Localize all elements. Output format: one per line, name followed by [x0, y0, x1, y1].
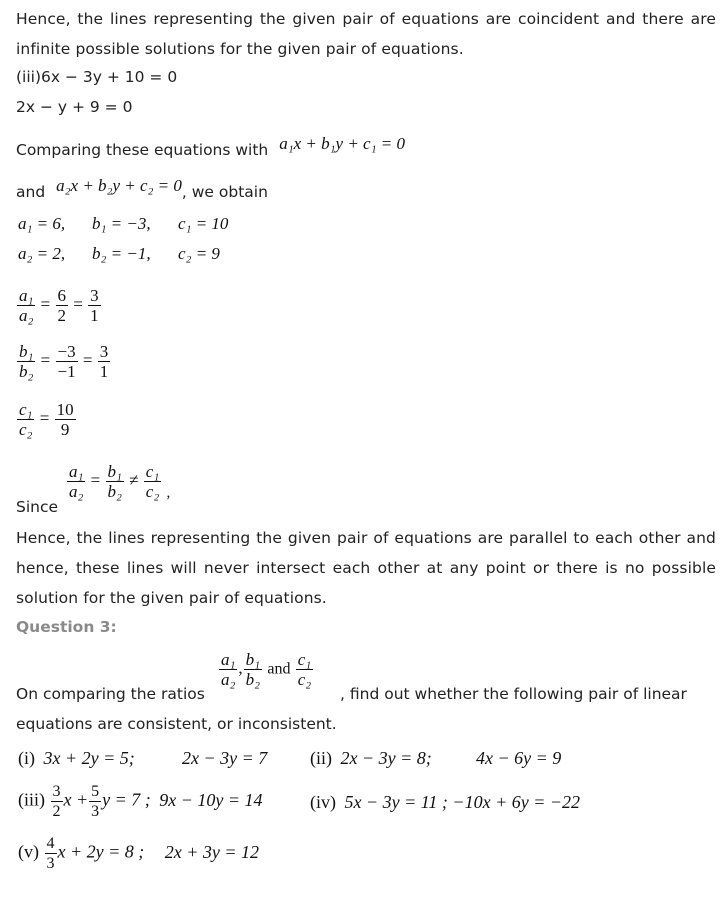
- part-v: [18, 834, 259, 873]
- since-label: Since: [16, 498, 59, 516]
- q3-ratios: [218, 650, 314, 689]
- part-iv-label: (iv): [310, 792, 336, 812]
- part-i-eq1: 3x + 2y = 5;: [43, 748, 135, 768]
- since-frac-a: $\frac{\text{a₁}}{\text{a₂}}$: [69, 462, 84, 501]
- general-equation-1: a₁x + b₁y + c₁ = 0: [279, 134, 405, 153]
- coeff-c2: c₂ = 9: [178, 244, 220, 263]
- ratio-c: $\frac{\text{c₁}}{\text{c₂}}$ = $\frac{10}{9}$: [19, 400, 74, 439]
- ratio-c-rhs: $\frac{10}{9}$: [56, 400, 74, 439]
- since-frac-b: $\frac{\text{b₁}}{\text{b₂}}$: [107, 462, 122, 501]
- ratio-a: $\frac{\text{a₁}}{\text{a₂}}$ = $\frac{6}{2}$ = $\frac{3}{1}$: [19, 286, 99, 325]
- q3-frac-c: $\frac{\text{c₁}}{\text{c₂}}$: [297, 650, 312, 689]
- comparing-line: [16, 134, 405, 160]
- coincident-conclusion: Hence, the lines representing the given pair of equations are coincident and there are infinite possible solutions for the given pair of equations.: [16, 10, 716, 58]
- since-condition: [66, 462, 170, 501]
- since-eq-sign: =: [90, 470, 101, 490]
- part-v-eq2: 2x + 3y = 12: [164, 841, 260, 862]
- since-frac-c: $\frac{\text{c₁}}{\text{c₂}}$: [145, 462, 160, 501]
- ratio-b-mid: $\frac{-3}{-1}$: [57, 342, 76, 381]
- q3-sep: ,: [238, 658, 243, 678]
- ratio-a-mid: $\frac{6}{2}$: [57, 286, 67, 325]
- part-v-tail: x + 2y = 8 ;: [57, 841, 145, 862]
- coeff-a2: a₂ = 2,: [18, 244, 66, 263]
- q3-prefix: On comparing the ratios: [16, 685, 205, 703]
- parallel-conclusion: Hence, the lines representing the given pair of equations are parallel to each other and hence, these lines will never intersect each other at any point or there is no possible solution for the given pair of equations.: [16, 529, 716, 607]
- part-iii-frac2: $\frac{5}{3}$: [91, 783, 100, 820]
- part-iii: [18, 782, 263, 821]
- ratio-a-rhs: $\frac{3}{1}$: [90, 286, 99, 325]
- since-neq-sign: ≠: [129, 470, 139, 490]
- part-i-label: (i): [18, 748, 35, 768]
- q3-line2: equations are consistent, or inconsistent.: [16, 715, 337, 733]
- and-text: and: [16, 183, 46, 201]
- q3-suffix: , find out whether the following pair of linear: [340, 685, 687, 703]
- and-line: [16, 176, 268, 202]
- part-ii: [310, 748, 432, 769]
- since-comma: ,: [166, 485, 171, 502]
- part-i-eq2: 2x − 3y = 7: [182, 748, 268, 768]
- question-heading: Question 3:: [16, 618, 117, 636]
- ratio-b-rhs: $\frac{3}{1}$: [99, 342, 109, 381]
- part-v-label: (v): [18, 841, 39, 862]
- part-iv: [310, 792, 580, 813]
- q3-and: and: [267, 660, 291, 678]
- part-iii-mid: x +: [63, 789, 89, 810]
- comparing-text: Comparing these equations with: [16, 141, 269, 159]
- part-ii-eq1: 2x − 3y = 8;: [340, 748, 432, 768]
- equation-iii-second: 2x − y + 9 = 0: [16, 98, 133, 116]
- coeff-b1: b₁ = −3,: [92, 214, 151, 233]
- part-i: [18, 748, 135, 769]
- part-iv-eq: 5x − 3y = 11 ; −10x + 6y = −22: [344, 792, 580, 812]
- part-iii-eq2: 9x − 10y = 14: [159, 789, 263, 810]
- coeff-c1: c₁ = 10: [178, 214, 229, 233]
- part-iii-frac1: $\frac{3}{2}$: [52, 783, 61, 820]
- ratio-b-lhs: $\frac{\text{b₁}}{\text{b₂}}$: [19, 342, 34, 381]
- equation-iii-first: (iii)6x − 3y + 10 = 0: [16, 68, 178, 86]
- part-iii-label: (iii): [18, 789, 45, 810]
- part-ii-eq2: 4x − 6y = 9: [476, 748, 562, 768]
- q3-frac-a: $\frac{\text{a₁}}{\text{a₂}}$: [221, 650, 236, 689]
- part-v-frac: $\frac{4}{3}$: [46, 835, 55, 872]
- coeff-a1: a₁ = 6,: [18, 214, 66, 233]
- general-equation-2: a₂x + b₂y + c₂ = 0: [56, 176, 182, 195]
- ratio-b: $\frac{\text{b₁}}{\text{b₂}}$ = $\frac{-3}{-1}$ = $\frac{3}{1}$: [19, 342, 109, 381]
- ratio-c-lhs: $\frac{\text{c₁}}{\text{c₂}}$: [19, 400, 33, 439]
- part-ii-label: (ii): [310, 748, 332, 768]
- q3-frac-b: $\frac{\text{b₁}}{\text{b₂}}$: [245, 650, 261, 689]
- part-iii-tail: y = 7 ;: [102, 789, 151, 810]
- we-obtain-text: , we obtain: [181, 183, 268, 201]
- ratio-a-lhs: $\frac{\text{a₁}}{\text{a₂}}$: [19, 286, 34, 325]
- coeff-b2: b₂ = −1,: [92, 244, 151, 263]
